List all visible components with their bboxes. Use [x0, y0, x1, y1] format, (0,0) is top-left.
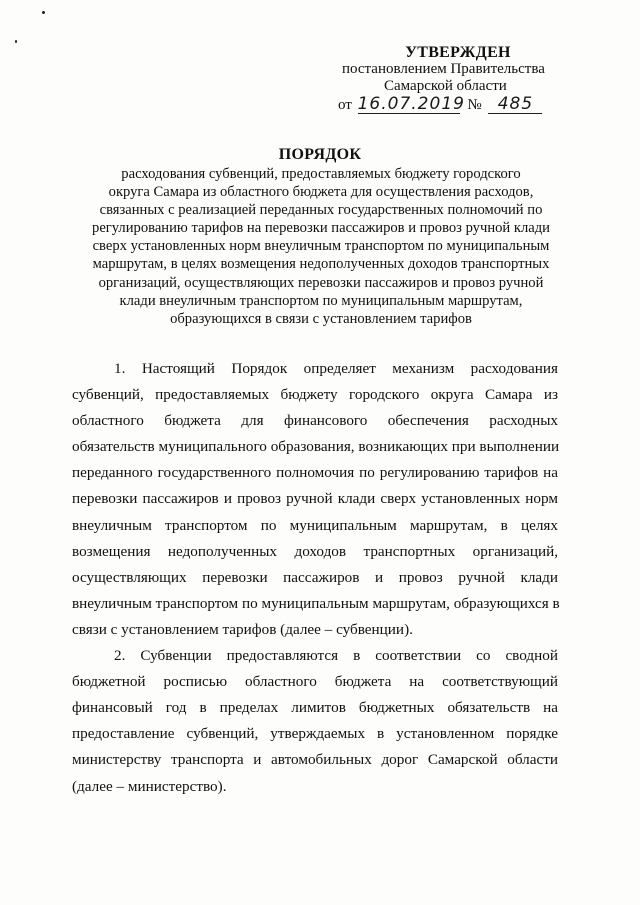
- approval-date-handwritten: 16.07.2019: [357, 94, 465, 114]
- paragraph-line: связи с установлением тарифов (далее – субвенции).: [72, 620, 413, 638]
- approval-stamp-block: [338, 44, 568, 116]
- paragraph-line: перевозки пассажиров и провоз ручной клади сверх установленных норм: [72, 490, 558, 508]
- paragraph-line: бюджетной росписью областного бюджета на соответствующий: [72, 673, 558, 691]
- paragraph-line: 1. Настоящий Порядок определяет механизм расходования: [114, 360, 558, 377]
- approval-line-region: Самарской области: [384, 78, 507, 94]
- document-heading: ПОРЯДОК: [278, 146, 362, 163]
- document-body: [72, 356, 558, 800]
- paragraph-1: [72, 356, 558, 643]
- paragraph-line: финансовый год в пределах лимитов бюджетных обязательств на: [72, 699, 558, 717]
- approval-number-handwritten: 485: [497, 94, 534, 114]
- approval-number-field: [488, 96, 542, 114]
- paragraph-line: переданного государственного полномочия по регулированию тарифов на: [72, 464, 558, 482]
- paragraph-line: областного бюджета для финансового обеспечения расходных: [72, 412, 558, 430]
- paragraph-line: возмещения недополученных доходов транспортных организаций,: [72, 542, 558, 560]
- paragraph-line: (далее – министерство).: [72, 777, 227, 795]
- scan-speck: [42, 11, 45, 14]
- subheading-line: связанных с реализацией переданных государственных полномочий по: [99, 202, 543, 219]
- subheading-line: сверх установленных норм внеуличным транспортом по муниципальным: [92, 238, 550, 255]
- paragraph-line: обязательств муниципального образования, возникающих при выполнении: [72, 438, 560, 456]
- subheading-line: регулированию тарифов на перевозки пассажиров и провоз ручной клади: [92, 220, 550, 237]
- paragraph-line: осуществляющих перевозки пассажиров и провоз ручной клади: [72, 568, 558, 586]
- approval-number-sign: №: [467, 97, 482, 113]
- subheading-line: расходования субвенций, предоставляемых бюджету городского: [121, 166, 521, 182]
- paragraph-line: субвенций, предоставляемых бюджету городского округа Самара из: [72, 386, 558, 404]
- approval-date-number-line: [338, 96, 568, 116]
- approval-date-field: [357, 94, 465, 114]
- document-subheading: [86, 165, 556, 328]
- paragraph-line: внеуличным транспортом по муниципальным маршрутам, образующихся в: [72, 594, 560, 612]
- paragraph-line: внеуличным транспортом по муниципальным маршрутам, в целях: [72, 516, 558, 534]
- paragraph-2: [72, 643, 558, 800]
- subheading-line: клади внеуличным транспортом по муниципальным маршрутам,: [119, 292, 523, 309]
- scan-speck: [15, 40, 17, 43]
- subheading-line: маршрутам, в целях возмещения недополученных доходов транспортных: [92, 256, 550, 273]
- paragraph-line: министерству транспорта и автомобильных дорог Самарской области: [72, 751, 558, 769]
- approval-from-label: от: [338, 97, 352, 113]
- subheading-line: округа Самара из областного бюджета для осуществления расходов,: [108, 184, 534, 201]
- subheading-line: образующихся в связи с установлением тарифов: [170, 310, 472, 327]
- paragraph-line: предоставление субвенций, утверждаемых в установленном порядке: [72, 725, 558, 743]
- paragraph-line: 2. Субвенции предоставляются в соответствии со сводной: [114, 647, 558, 665]
- approval-title: УТВЕРЖДЕН: [405, 44, 511, 61]
- subheading-line: организаций, осуществляющих перевозки пассажиров и провоз ручной: [98, 274, 544, 291]
- approval-line-decree: постановлением Правительства: [342, 61, 545, 77]
